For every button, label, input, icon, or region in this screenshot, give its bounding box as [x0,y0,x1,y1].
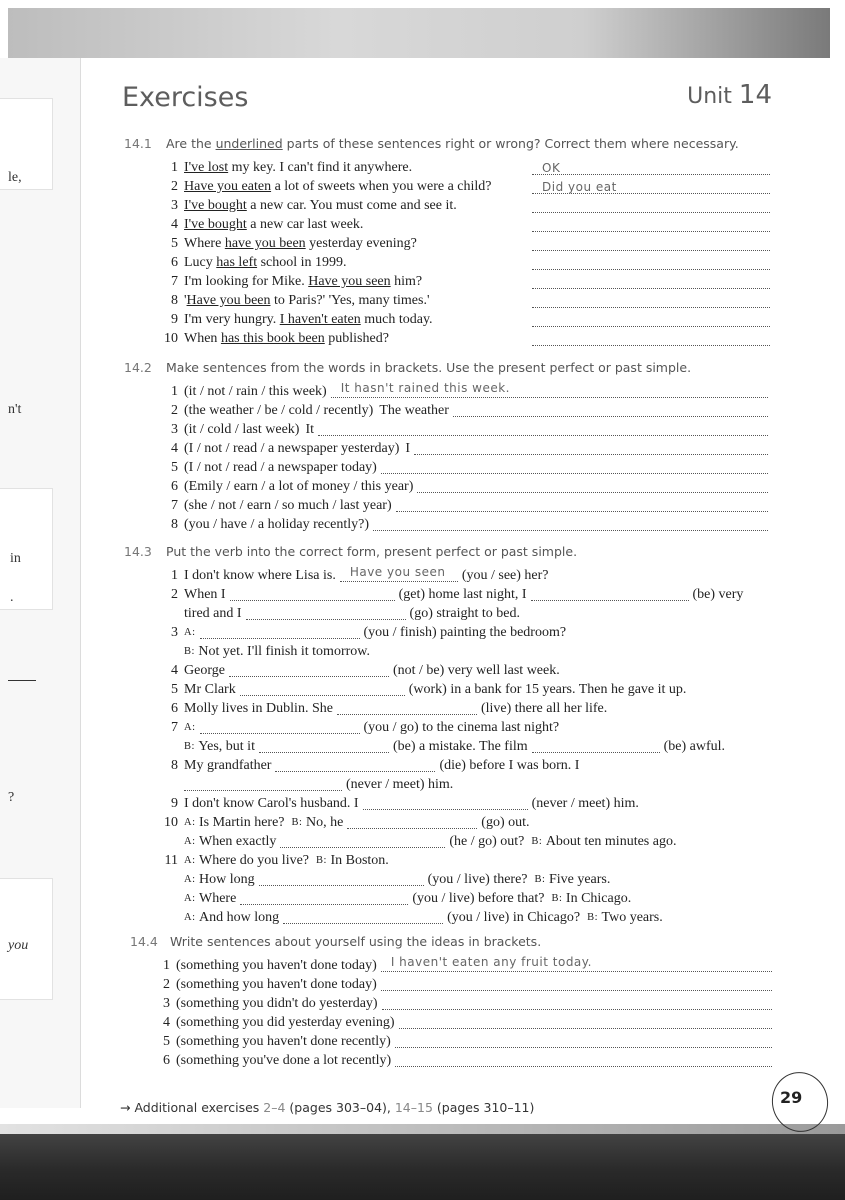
answer-blank[interactable] [363,796,528,810]
exercise-item: 6 (Emily / earn / a lot of money / this year) [152,477,772,496]
exercise-item: 3 A: (you / finish) painting the bedroom? [171,625,567,640]
footer-reference: → Additional exercises 2–4 (pages 303–04), 14–15 (pages 310–11) [120,1100,535,1115]
answer-blank[interactable] [240,891,408,905]
prompt-text: (the weather / be / cold / recently) [184,403,374,418]
answer-blank[interactable] [395,1053,772,1067]
page-number: 29 [780,1088,803,1107]
answer-blank[interactable] [200,720,360,734]
exercise-number: 14.3 [124,544,152,559]
exercise-item: 6 (something you've done a lot recently) [144,1051,776,1070]
exercise-item: 3 I've bought a new car. You must come and see it. [171,198,457,213]
exercise-instruction: 14.4 Write sentences about yourself using the ideas in brackets. [130,934,542,949]
underlined-phrase: Have you been [186,293,271,308]
answer-blank[interactable] [532,294,770,308]
reference-link[interactable]: 2–4 [263,1100,286,1115]
answer-blank[interactable] [531,587,689,601]
exercise-item: 6 Molly lives in Dublin. She (live) there all her life. [171,701,608,716]
adjacent-rule [8,680,36,681]
exercise-item: 4 George (not / be) very well last week. [171,663,560,678]
prompt-text: (something you haven't done recently) [176,1034,391,1049]
answer-blank[interactable] [532,275,770,289]
underlined-phrase: I've bought [184,217,247,232]
prompt-text: (I / not / read / a newspaper yesterday) [184,441,400,456]
answer-blank[interactable] [259,739,389,753]
answer-blank[interactable] [381,955,772,972]
answer-blank[interactable] [340,565,458,582]
answer-blank[interactable] [280,834,445,848]
answer-blank[interactable] [184,777,342,791]
answer-blank[interactable] [275,758,435,772]
adjacent-page-tab [0,488,53,610]
unit-label [687,80,772,110]
adjacent-fragment: ? [8,790,15,805]
adjacent-fragment: you [8,938,29,953]
handwritten-answer: Have you seen [349,565,446,579]
underlined-phrase: Have you seen [308,274,391,289]
scan-top-edge [8,8,830,58]
answer-blank[interactable] [318,422,768,436]
handwritten-answer: I haven't eaten any fruit today. [390,955,592,969]
prompt-text: (I / not / read / a newspaper today) [184,460,377,475]
answer-blank[interactable] [395,1034,772,1048]
exercise-item: 2 (the weather / be / cold / recently) The weather [152,401,772,420]
adjacent-fragment: . [10,590,14,605]
exercise-item: 10 A: Is Martin here? B: No, he (go) out. [164,815,530,830]
answer-blank[interactable] [532,218,770,232]
answer-blank[interactable] [337,701,477,715]
exercise-item: 3 (it / cold / last week) It [152,420,772,439]
answer-blank[interactable] [532,180,770,194]
exercise-item: 1 I've lost my key. I can't find it anywhere. [171,160,413,175]
prompt-text: (something you did yesterday evening) [176,1015,395,1030]
exercise-number: 14.2 [124,360,152,375]
prompt-text: (it / cold / last week) [184,422,300,437]
answer-blank[interactable] [347,815,477,829]
prompt-text: (it / not / rain / this week) [184,384,327,399]
prompt-text: (something you didn't do yesterday) [176,996,378,1011]
answer-blank[interactable] [373,517,768,531]
exercise-item: A: How long (you / live) there? B: Five years. [184,872,611,887]
answer-blank[interactable] [532,332,770,346]
answer-blank[interactable] [532,739,660,753]
answer-blank[interactable] [382,996,772,1010]
prompt-text: (Emily / earn / a lot of money / this year) [184,479,414,494]
exercise-item: 4 (something you did yesterday evening) [144,1013,776,1032]
adjacent-fragment: in [10,551,21,566]
underlined-phrase: has left [216,255,258,270]
answer-blank[interactable] [532,313,770,327]
exercise-item: 9 I don't know Carol's husband. I (never / meet) him. [171,796,639,811]
answer-blank[interactable] [381,460,768,474]
exercise-item: 8 My grandfather (die) before I was born. I [171,758,580,773]
handwritten-answer: It hasn't rained this week. [340,381,510,395]
unit-number: 14 [738,80,772,110]
exercise-item: B: Not yet. I'll finish it tomorrow. [184,644,370,659]
underlined-phrase: has this book been [220,331,325,346]
answer-blank[interactable] [230,587,395,601]
exercise-item: 4 I've bought a new car last week. [171,217,364,232]
exercise-instruction: 14.1 Are the underlined parts of these sentences right or wrong? Correct them where necessary. [124,136,739,151]
answer-blank[interactable] [283,910,443,924]
answer-blank[interactable] [532,199,770,213]
exercise-item: 5 (I / not / read / a newspaper today) [152,458,772,477]
workbook-page [100,60,830,1124]
exercise-number: 14.1 [124,136,152,151]
answer-blank[interactable] [532,161,770,175]
exercise-item: 1 (it / not / rain / this week) It hasn't rained this week. [152,382,772,401]
prompt-text: (something you haven't done today) [176,977,377,992]
handwritten-answer: Did you eat [542,180,617,194]
answer-blank[interactable] [532,237,770,251]
exercise-item: 5 (something you haven't done recently) [144,1032,776,1051]
answer-blank[interactable] [259,872,424,886]
exercise-item: tired and I (go) straight to bed. [184,606,520,621]
answer-blank[interactable] [532,256,770,270]
answer-blank[interactable] [200,625,360,639]
arrow-icon: → [120,1100,131,1115]
handwritten-answer: OK [542,161,561,175]
exercise-item: 8 'Have you been to Paris?' 'Yes, many times.' [171,293,430,308]
exercise-item: 11 A: Where do you live? B: In Boston. [164,853,389,868]
answer-blank[interactable] [240,682,405,696]
answer-blank[interactable] [453,403,768,417]
answer-blank[interactable] [229,663,389,677]
exercise-item: 5 Where have you been yesterday evening? [171,236,417,251]
prompt-text: (you / have / a holiday recently?) [184,517,370,532]
exercise-item: (never / meet) him. [152,775,453,794]
exercise-item: 8 (you / have / a holiday recently?) [152,515,772,534]
exercise-item: 7 I'm looking for Mike. Have you seen him? [171,274,423,289]
exercise-item: 4 (I / not / read / a newspaper yesterday) I [152,439,772,458]
adjacent-fragment: le, [8,170,22,185]
exercise-item: 1 I don't know where Lisa is. Have you seen (you / see) her? [171,565,549,583]
exercise-item: 1 (something you haven't done today) I haven't eaten any fruit today. [144,956,776,975]
exercise-item: B: Yes, but it (be) a mistake. The film (be) awful. [184,739,726,754]
answer-blank[interactable] [381,977,772,991]
exercise-instruction: 14.2 Make sentences from the words in brackets. Use the present perfect or past simple. [124,360,692,375]
exercise-item: A: When exactly (he / go) out? B: About ten minutes ago. [184,834,677,849]
answer-blank[interactable] [414,441,768,455]
underlined-phrase: Have you eaten [184,179,272,194]
exercise-item: 7 A: (you / go) to the cinema last night? [171,720,560,735]
exercise-item: 6 Lucy has left school in 1999. [171,255,347,270]
answer-blank[interactable] [331,381,768,398]
prompt-text: (she / not / earn / so much / last year) [184,498,392,513]
reference-link[interactable]: 14–15 [394,1100,433,1115]
answer-blank[interactable] [399,1015,772,1029]
underlined-phrase: I've bought [184,198,247,213]
underlined-phrase: have you been [224,236,306,251]
exercise-number: 14.4 [130,934,158,949]
exercise-item: 5 Mr Clark (work) in a bank for 15 years. Then he gave it up. [171,682,687,697]
exercise-item: 7 (she / not / earn / so much / last year) [152,496,772,515]
answer-blank[interactable] [417,479,768,493]
underlined-phrase: I've lost [184,160,229,175]
exercise-item: 10 When has this book been published? [164,331,389,346]
exercise-item: 2 Have you eaten a lot of sweets when you were a child? [171,179,492,194]
exercise-item: 3 (something you didn't do yesterday) [144,994,776,1013]
prompt-text: (something you haven't done today) [176,958,377,973]
prompt-text: (something you've done a lot recently) [176,1053,392,1068]
scan-bottom-edge [0,1124,845,1200]
exercise-item: 2 (something you haven't done today) [144,975,776,994]
exercise-instruction: 14.3 Put the verb into the correct form, present perfect or past simple. [124,544,578,559]
exercise-item: 2 When I (get) home last night, I (be) very [171,587,744,602]
exercise-item: 9 I'm very hungry. I haven't eaten much today. [171,312,433,327]
adjacent-fragment: n't [8,402,22,417]
answer-blank[interactable] [396,498,768,512]
unit-word: Unit [687,84,732,109]
page-title: Exercises [122,82,249,113]
exercise-item: A: And how long (you / live) in Chicago? B: Two years. [184,910,663,925]
answer-blank[interactable] [246,606,406,620]
underlined-phrase: I haven't eaten [279,312,361,327]
exercise-item: A: Where (you / live) before that? B: In Chicago. [184,891,632,906]
